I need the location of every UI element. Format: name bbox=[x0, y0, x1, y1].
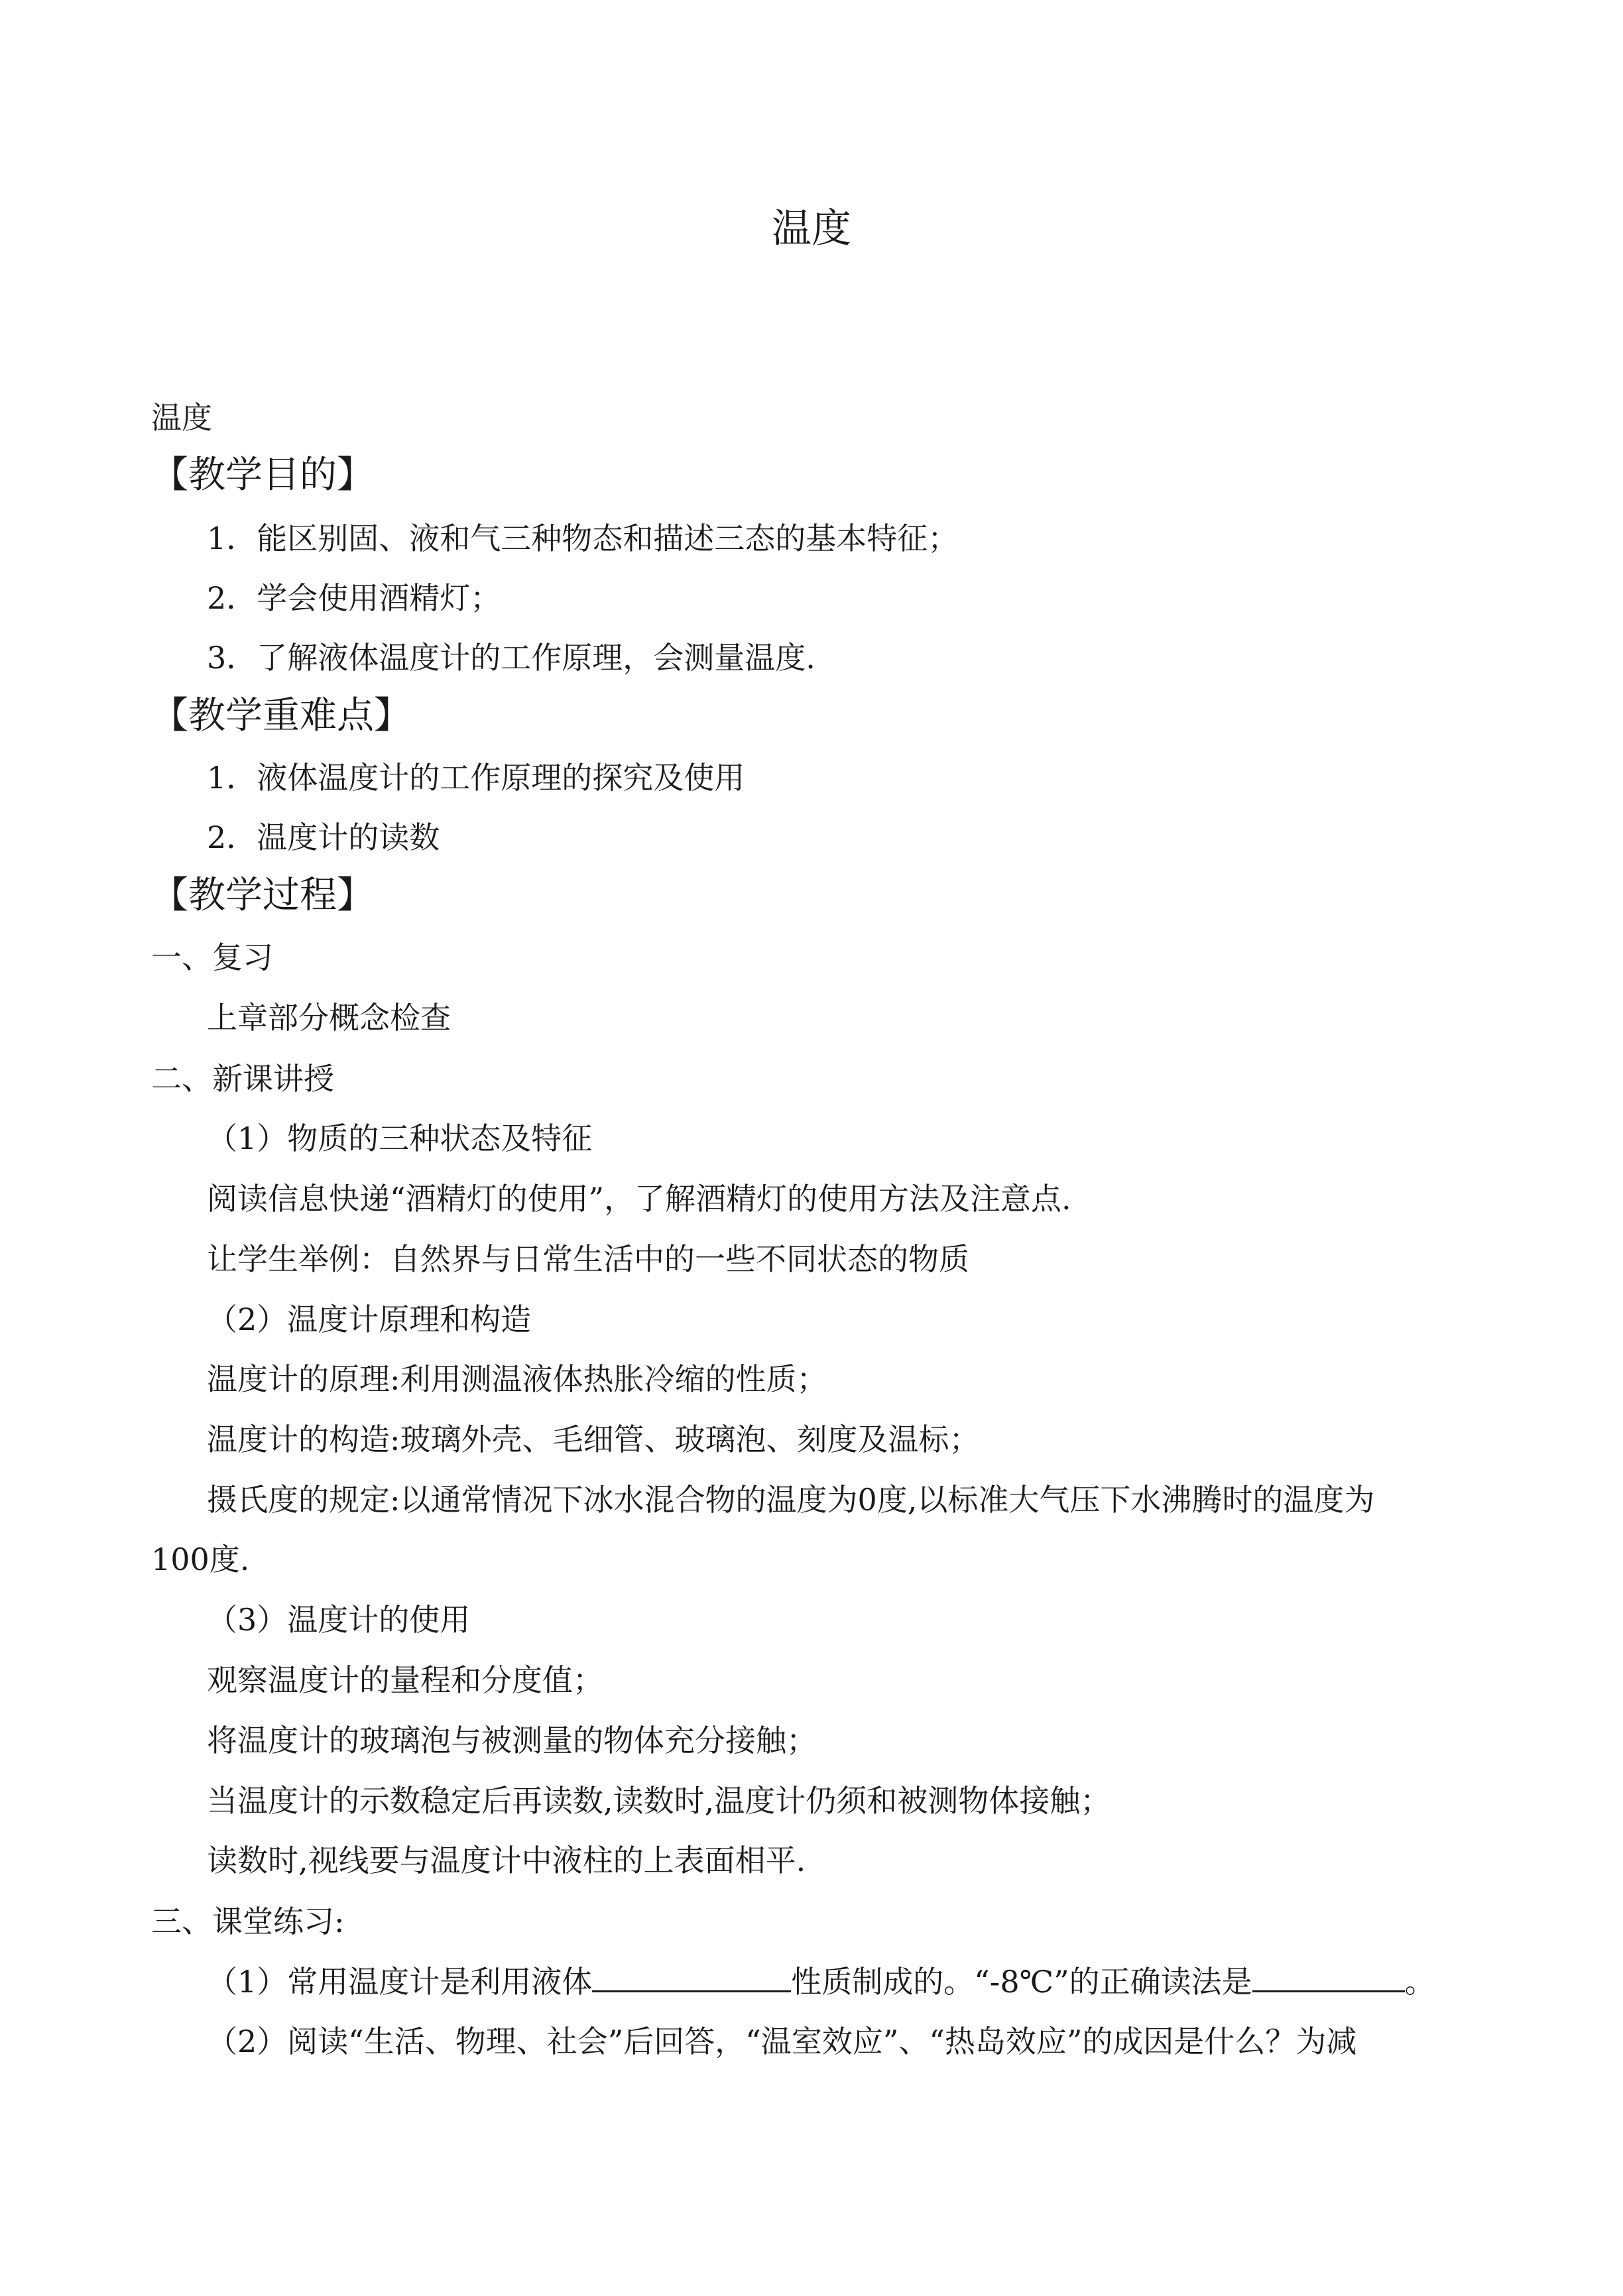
section-heading-process: 【教学过程】 bbox=[151, 874, 374, 917]
body-line: 温度计的原理:利用测温液体热胀冷缩的性质； bbox=[207, 1361, 827, 1397]
key-point-item: 2．温度计的读数 bbox=[207, 819, 440, 855]
subtitle: 温度 bbox=[151, 400, 212, 436]
answer-blank[interactable] bbox=[1252, 1961, 1405, 1992]
exercise-question-2: （2）阅读“生活、物理、社会”后回答，“温室效应”、“热岛效应”的成因是什么？为减 bbox=[207, 2024, 1357, 2059]
section-heading-key-points: 【教学重难点】 bbox=[151, 694, 411, 737]
body-line: 当温度计的示数稳定后再读数,读数时,温度计仍须和被测物体接触； bbox=[207, 1783, 1111, 1819]
body-line: 摄氏度的规定:以通常情况下冰水混合物的温度为0度,以标准大气压下水沸腾时的温度为 bbox=[207, 1482, 1375, 1518]
part-label-new-lesson: 二、新课讲授 bbox=[151, 1061, 334, 1097]
answer-blank[interactable] bbox=[592, 1961, 791, 1992]
body-line: 观察温度计的量程和分度值； bbox=[207, 1662, 603, 1698]
key-point-item: 1．液体温度计的工作原理的探究及使用 bbox=[207, 760, 745, 796]
objective-item: 2．学会使用酒精灯； bbox=[207, 580, 501, 616]
body-line: 将温度计的玻璃泡与被测量的物体充分接触； bbox=[207, 1722, 817, 1758]
body-line: 阅读信息快递“酒精灯的使用”，了解酒精灯的使用方法及注意点. bbox=[207, 1181, 1071, 1217]
body-line: 让学生举例：自然界与日常生活中的一些不同状态的物质 bbox=[207, 1241, 969, 1277]
sub-label: （1）物质的三种状态及特征 bbox=[207, 1120, 593, 1156]
sub-label: （3）温度计的使用 bbox=[207, 1602, 471, 1638]
part-label-review: 一、复习 bbox=[151, 939, 273, 975]
objective-item: 1．能区别固、液和气三种物态和描述三态的基本特征； bbox=[207, 520, 959, 556]
question-text: 性质制成的。“-8℃”的正确读法是 bbox=[791, 1964, 1252, 2000]
part-label-exercise: 三、课堂练习: bbox=[151, 1903, 345, 1939]
body-line: 读数时,视线要与温度计中液柱的上表面相平. bbox=[207, 1843, 806, 1878]
question-text: （1）常用温度计是利用液体 bbox=[207, 1964, 593, 2000]
question-text: 。 bbox=[1404, 1964, 1435, 2000]
sub-label: （2）温度计原理和构造 bbox=[207, 1301, 532, 1337]
body-line: 温度计的构造:玻璃外壳、毛细管、玻璃泡、刻度及温标； bbox=[207, 1421, 980, 1457]
body-line-continuation: 100度. bbox=[151, 1541, 250, 1577]
exercise-question-1 bbox=[207, 1961, 1500, 2002]
objective-item: 3．了解液体温度计的工作原理，会测量温度. bbox=[207, 640, 815, 676]
review-text: 上章部分概念检查 bbox=[207, 1000, 451, 1036]
section-heading-objectives: 【教学目的】 bbox=[151, 453, 374, 497]
document-title: 温度 bbox=[772, 206, 851, 252]
